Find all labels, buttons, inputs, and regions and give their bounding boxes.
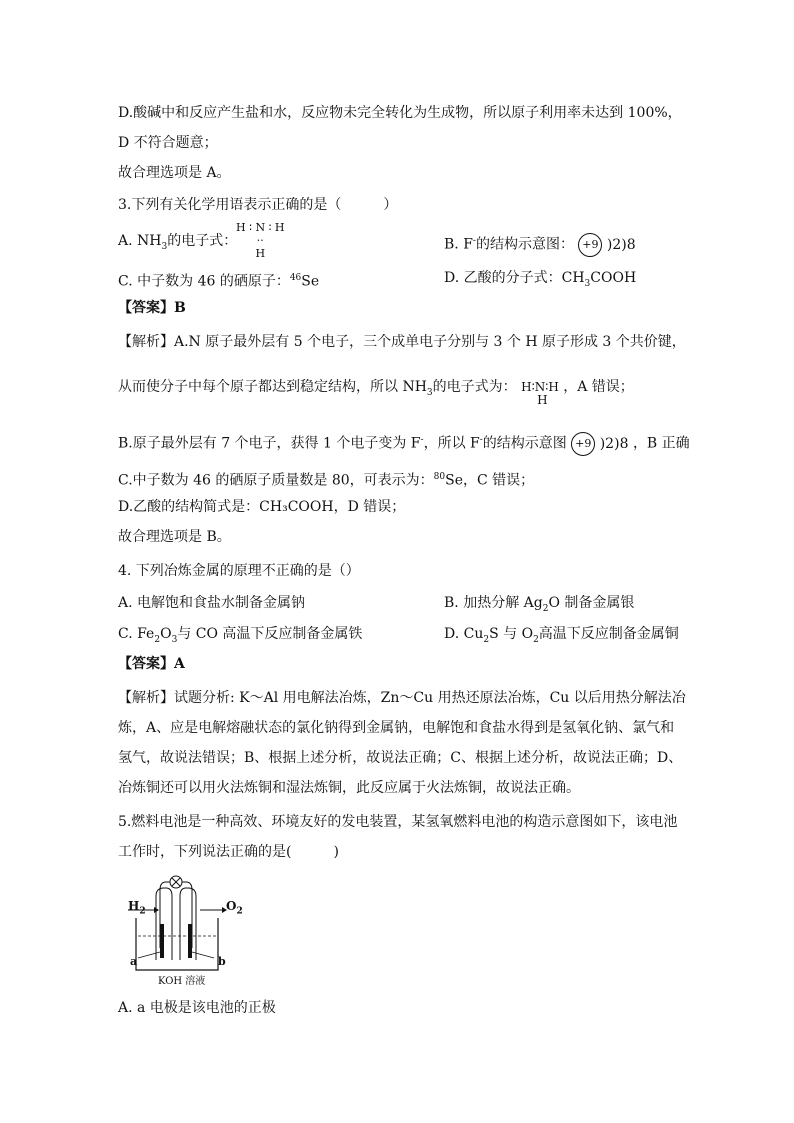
fluoride-ion-structure-explanation: +9 )2)8 — [571, 432, 628, 456]
q3-option-b: B. F-的结构示意图： +9 )2)8 — [444, 231, 636, 257]
q4-explanation-3: 氢气，故说法错误；B、根据上述分析，故说法正确；C、根据上述分析，故说法正确；D、 — [118, 750, 683, 766]
q3-answer: 【答案】B — [118, 300, 186, 316]
q4-answer: 【答案】A — [118, 656, 185, 672]
q3-option-a-formula: H ∶ N ∶ H ·· H — [236, 221, 285, 260]
q4-stem: 4. 下列冶炼金属的原理不正确的是（） — [118, 563, 360, 579]
q2-option-d-line1: D.酸碱中和反应产生盐和水，反应物未完全转化为生成物，所以原子利用率未达到 100%， — [118, 105, 682, 121]
q3-explanation-4: C.中子数为 46 的硒原子质量数是 80，可表示为：$^{80}$Se，C 错误； — [118, 472, 535, 489]
electrode-b — [188, 924, 192, 958]
q3-explanation-5: D.乙酸的结构简式是：CH₃COOH，D 错误； — [118, 499, 406, 515]
q3-option-d: D. 乙酸的分子式：$CH_3COOH$ — [444, 270, 637, 289]
q4-explanation-2: 炼，A、应是电解熔融状态的氯化钠得到金属钠，电解饱和食盐水得到是氢氧化钠、氯气和 — [118, 720, 675, 736]
q3-option-c: C. 中子数为 46 的硒原子：$^{46}$Se — [118, 273, 320, 290]
q3-explanation-2: 从而使分子中每个原子都达到稳定结构，所以 $NH_3$的电子式为： H∶N∶H H ，A 错误； — [118, 379, 634, 407]
q4-option-d: D. $Cu_2S$ 与 $O_2$高温下反应制备金属铜 — [444, 626, 679, 645]
q4-explanation-4: 冶炼铜还可以用火法炼铜和湿法炼铜，此反应属于火法炼铜，故说法正确。 — [118, 780, 580, 796]
koh-solution-label: KOH 溶液 — [158, 976, 206, 987]
q5-stem-2: 工作时，下列说法正确的是( ) — [118, 844, 339, 860]
q5-option-a: A. a 电极是该电池的正极 — [118, 1000, 276, 1016]
q3-stem: 3.下列有关化学用语表示正确的是（ ） — [118, 197, 398, 213]
q2-option-d-line2: D 不符合题意； — [118, 135, 218, 151]
q4-option-c: C. $Fe_2O_3$与 CO 高温下反应制备金属铁 — [118, 626, 363, 645]
q3-option-a: A. $NH_3$的电子式： — [118, 233, 238, 252]
hydrogen-inlet-label: $H_2$ — [128, 899, 146, 917]
q4-explanation-1: 【解析】试题分析: K～Al 用电解法冶炼，Zn～Cu 用热还原法冶炼，Cu 以后用热分解法冶 — [118, 690, 686, 706]
q4-option-b: B. 加热分解 $Ag_2O$ 制备金属银 — [444, 595, 635, 614]
q3-explanation-1: 【解析】A.N 原子最外层有 5 个电子，三个成单电子分别与 3 个 H 原子形成 3 个共价键， — [118, 334, 686, 350]
electrode-a — [160, 924, 164, 958]
q2-conclusion: 故合理选项是 A。 — [118, 165, 231, 181]
fluoride-ion-structure: +9 )2)8 — [578, 233, 635, 257]
oxygen-inlet-label: $O_2$ — [226, 899, 243, 917]
electrode-b-label: b — [218, 955, 226, 968]
ammonia-electron-formula: H∶N∶H H — [521, 380, 559, 407]
q3-explanation-3: B.原子最外层有 7 个电子，获得 1 个电子变为 F-，所以 F-的结构示意图 +9 )2)8 ，B 正确 — [118, 430, 690, 456]
q4-option-a: A. 电解饱和食盐水制备金属钠 — [118, 595, 306, 611]
electrode-a-label: a — [130, 955, 138, 968]
q3-explanation-6: 故合理选项是 B。 — [118, 529, 231, 545]
electrolyte-container — [136, 918, 218, 970]
q5-stem-1: 5.燃料电池是一种高效、环境友好的发电装置，某氢氧燃料电池的构造示意图如下，该电池 — [118, 814, 678, 830]
